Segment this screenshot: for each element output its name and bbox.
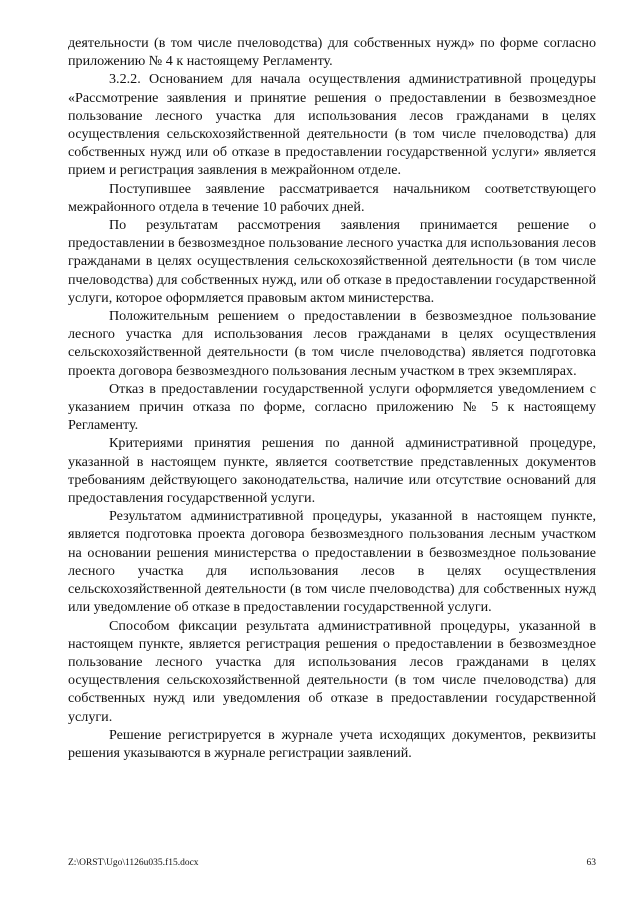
paragraph-3-2-2: 3.2.2. Основанием для начала осуществления административной процедуры «Рассмотрение заявления и принятие решения о предоставлении в безвозмездное пользование лесного участка для использования лесов гражданами в целях осуществления сельскохозяйственной деятельности (в том числе пчеловодства) для собственных нужд или об отказе в предоставлении государственной услуги» является прием и регистрация заявления в межрайонном отделе. [68, 71, 596, 179]
paragraph-review-period: Поступившее заявление рассматривается начальником соответствующего межрайонного отдела в течение 10 рабочих дней. [68, 180, 596, 215]
page-footer [68, 856, 596, 870]
paragraph-decision: По результатам рассмотрения заявления принимается решение о предоставлении в безвозмездное пользование лесного участка для использования лесов гражданами в целях осуществления сельскохозяйственной деятельности (в том числе пчеловодства) для собственных нужд, или об отказе в предоставлении государственной услуги, которое оформляется правовым актом министерства. [68, 217, 596, 306]
paragraph-positive-decision: Положительным решением о предоставлении в безвозмездное пользование лесного участка для использования лесов гражданами в целях осуществления сельскохозяйственной деятельности (в том числе пчеловодства) является подготовка проекта договора безвозмездного пользования лесным участком в трех экземплярах. [68, 308, 596, 379]
paragraph-result: Результатом административной процедуры, указанной в настоящем пункте, является подготовка проекта договора безвозмездного пользования лесным участком на основании решения министерства о предоставлении в безвозмездное пользование лесного участка для использования лесов в целях осуществления сельскохозяйственной деятельности (в том числе пчеловодства) для собственных нужд или уведомление об отказе в предоставлении государственной услуги. [68, 508, 596, 616]
paragraph-fixation: Способом фиксации результата административной процедуры, указанной в настоящем пункте, является регистрация решения о предоставлении в безвозмездное пользование лесного участка для использования лесов гражданами в целях осуществления сельскохозяйственной деятельности (в том числе пчеловодства) для собственных нужд или уведомления об отказе в предоставлении государственной услуги. [68, 617, 596, 725]
paragraph-continuation: деятельности (в том числе пчеловодства) для собственных нужд» по форме согласно приложению № 4 к настоящему Регламенту. [68, 35, 596, 70]
document-page [68, 34, 596, 834]
page-number: 63 [586, 858, 596, 868]
paragraph-refusal: Отказ в предоставлении государственной услуги оформляется уведомлением с указанием причин отказа по форме, согласно приложению № 5 к настоящему Регламенту. [68, 380, 596, 434]
paragraph-criteria: Критериями принятия решения по данной административной процедуре, указанной в настоящем пункте, является соответствие представленных документов требованиям действующего законодательства, наличие или отсутствие оснований для предоставления государственной услуги. [68, 435, 596, 507]
paragraph-registration: Решение регистрируется в журнале учета исходящих документов, реквизиты решения указываются в журнале регистрации заявлений. [68, 726, 596, 761]
footer-file-path: Z:\ORST\Ugo\1126u035.f15.docx [68, 858, 199, 868]
